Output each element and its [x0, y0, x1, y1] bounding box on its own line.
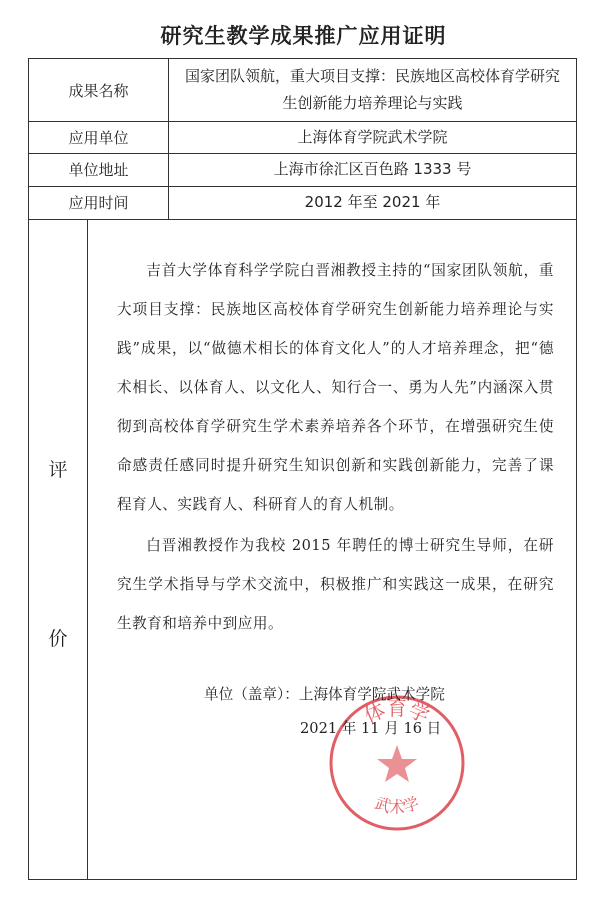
- evaluation-label: [29, 219, 88, 879]
- field-value-line: 生创新能力培养理论与实践: [282, 94, 463, 112]
- field-label: 应用单位: [29, 121, 169, 153]
- signature-line: 单位（盖章）：上海体育学院武术学院: [204, 686, 445, 703]
- evaluation-paragraph: 白晋湘教授作为我校 2015 年聘任的博士研究生导师，在研究生学术指导与学术交流中，积极推广和实践这一成果，在研究生教育和培养中到应用。: [117, 537, 554, 632]
- field-row-achievement-name: [29, 59, 576, 122]
- signature-date: 2021 年 11 月 16 日: [300, 720, 442, 737]
- field-value: [169, 121, 576, 153]
- field-value: [169, 153, 576, 186]
- field-value-line: 国家团队领航，重大项目支撑：民族地区高校体育学研究: [184, 67, 560, 85]
- field-row-applying-unit: [29, 121, 576, 154]
- evaluation-body: [87, 219, 576, 879]
- field-value-line: 2012 年至 2021 年: [304, 193, 441, 211]
- field-value: [169, 59, 576, 121]
- field-label: 单位地址: [29, 153, 169, 186]
- evaluation-label-char: 价: [48, 628, 68, 650]
- field-value: [169, 186, 576, 219]
- field-row-application-period: [29, 186, 576, 220]
- evaluation-paragraph: 吉首大学体育科学学院白晋湘教授主持的“国家团队领航，重大项目支撑：民族地区高校体育学研究生创新能力培养理论与实践”成果，以“做德术相长的体育文化人”的人才培养理念，把“德术相长、以体育人、以文化人、知行合一、勇为人先”内涵深入贯彻到高校体育学研究生学术素养培养各个环节，在增强研究生使命感责任感同时提升研究生知识创新和实践创新能力，完善了课程育人、实践育人、科研育人的育人机制。: [117, 262, 554, 513]
- seal-text-top: 体育学: [360, 696, 434, 728]
- evaluation-label-char: 评: [48, 459, 68, 481]
- field-value-line: 上海体育学院武术学院: [297, 127, 448, 146]
- field-row-unit-address: [29, 153, 576, 187]
- seal-text-bottom: 武术学: [372, 793, 422, 817]
- field-label: 应用时间: [29, 186, 169, 219]
- certificate-table: [28, 58, 577, 880]
- field-label: 成果名称: [29, 59, 169, 121]
- document-title: 研究生教学成果推广应用证明: [160, 24, 447, 48]
- field-value-line: 上海市徐汇区百色路 1333 号: [273, 160, 472, 178]
